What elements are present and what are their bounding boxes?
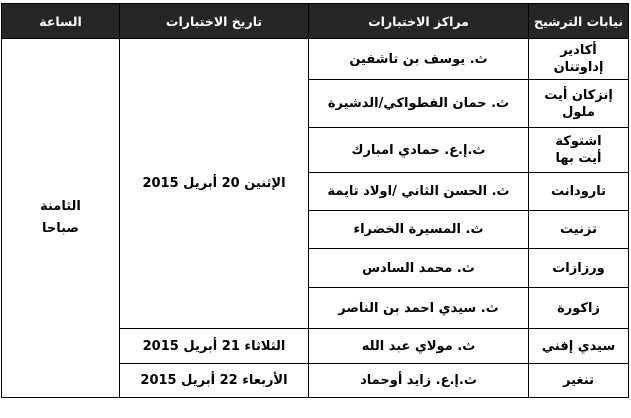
district-cell bbox=[529, 80, 629, 128]
center-cell: ث. الحسن الثاني /اولاد تايمة bbox=[309, 173, 529, 211]
district-cell: ورزازات bbox=[529, 249, 629, 288]
header-row bbox=[2, 4, 629, 39]
hour-line: صباحا bbox=[41, 221, 79, 236]
district-line: ملول bbox=[562, 104, 595, 120]
date-cell: الإثنين 20 أبريل 2015 bbox=[120, 39, 309, 329]
header-district: نيابات الترشيح bbox=[529, 4, 629, 39]
district-line: إداوتنان bbox=[553, 60, 604, 75]
center-cell: ث.إ.ع. حمادي امبارك bbox=[309, 128, 529, 173]
date-cell: الأربعاء 22 أبريل 2015 bbox=[120, 364, 309, 398]
hour-cell bbox=[2, 39, 120, 398]
district-cell bbox=[529, 39, 629, 80]
district-cell: تنغير bbox=[529, 364, 629, 398]
district-cell bbox=[529, 128, 629, 173]
district-cell: تزنيت bbox=[529, 211, 629, 249]
header-hour: الساعة bbox=[2, 4, 120, 39]
center-cell: ث.إ.ع. زايد أوحماد bbox=[309, 364, 529, 398]
header-center: مراكز الاختبارات bbox=[309, 4, 529, 39]
center-cell: ث. سيدي احمد بن الناصر bbox=[309, 288, 529, 329]
center-cell: ث. حمان الفطواكي/الدشيرة bbox=[309, 80, 529, 128]
district-cell: تارودانت bbox=[529, 173, 629, 211]
center-cell: ث. المسيرة الخضراء bbox=[309, 211, 529, 249]
district-line: إنزكان أيت bbox=[544, 87, 613, 103]
center-cell: ث. محمد السادس bbox=[309, 249, 529, 288]
district-cell: سيدي إفني bbox=[529, 329, 629, 364]
district-line: اشتوكة bbox=[555, 134, 602, 149]
district-line: أيت بها bbox=[555, 151, 602, 166]
center-cell: ث. مولاي عبد الله bbox=[309, 329, 529, 364]
district-cell: زاكورة bbox=[529, 288, 629, 329]
table-row bbox=[2, 39, 629, 80]
district-line: أكادير bbox=[560, 43, 597, 58]
center-cell: ث. يوسف بن تاشفين bbox=[309, 39, 529, 80]
hour-line: الثامنة bbox=[40, 199, 81, 214]
exam-schedule-table bbox=[1, 3, 629, 398]
date-cell: الثلاثاء 21 أبريل 2015 bbox=[120, 329, 309, 364]
header-date: تاريخ الاختبارات bbox=[120, 4, 309, 39]
